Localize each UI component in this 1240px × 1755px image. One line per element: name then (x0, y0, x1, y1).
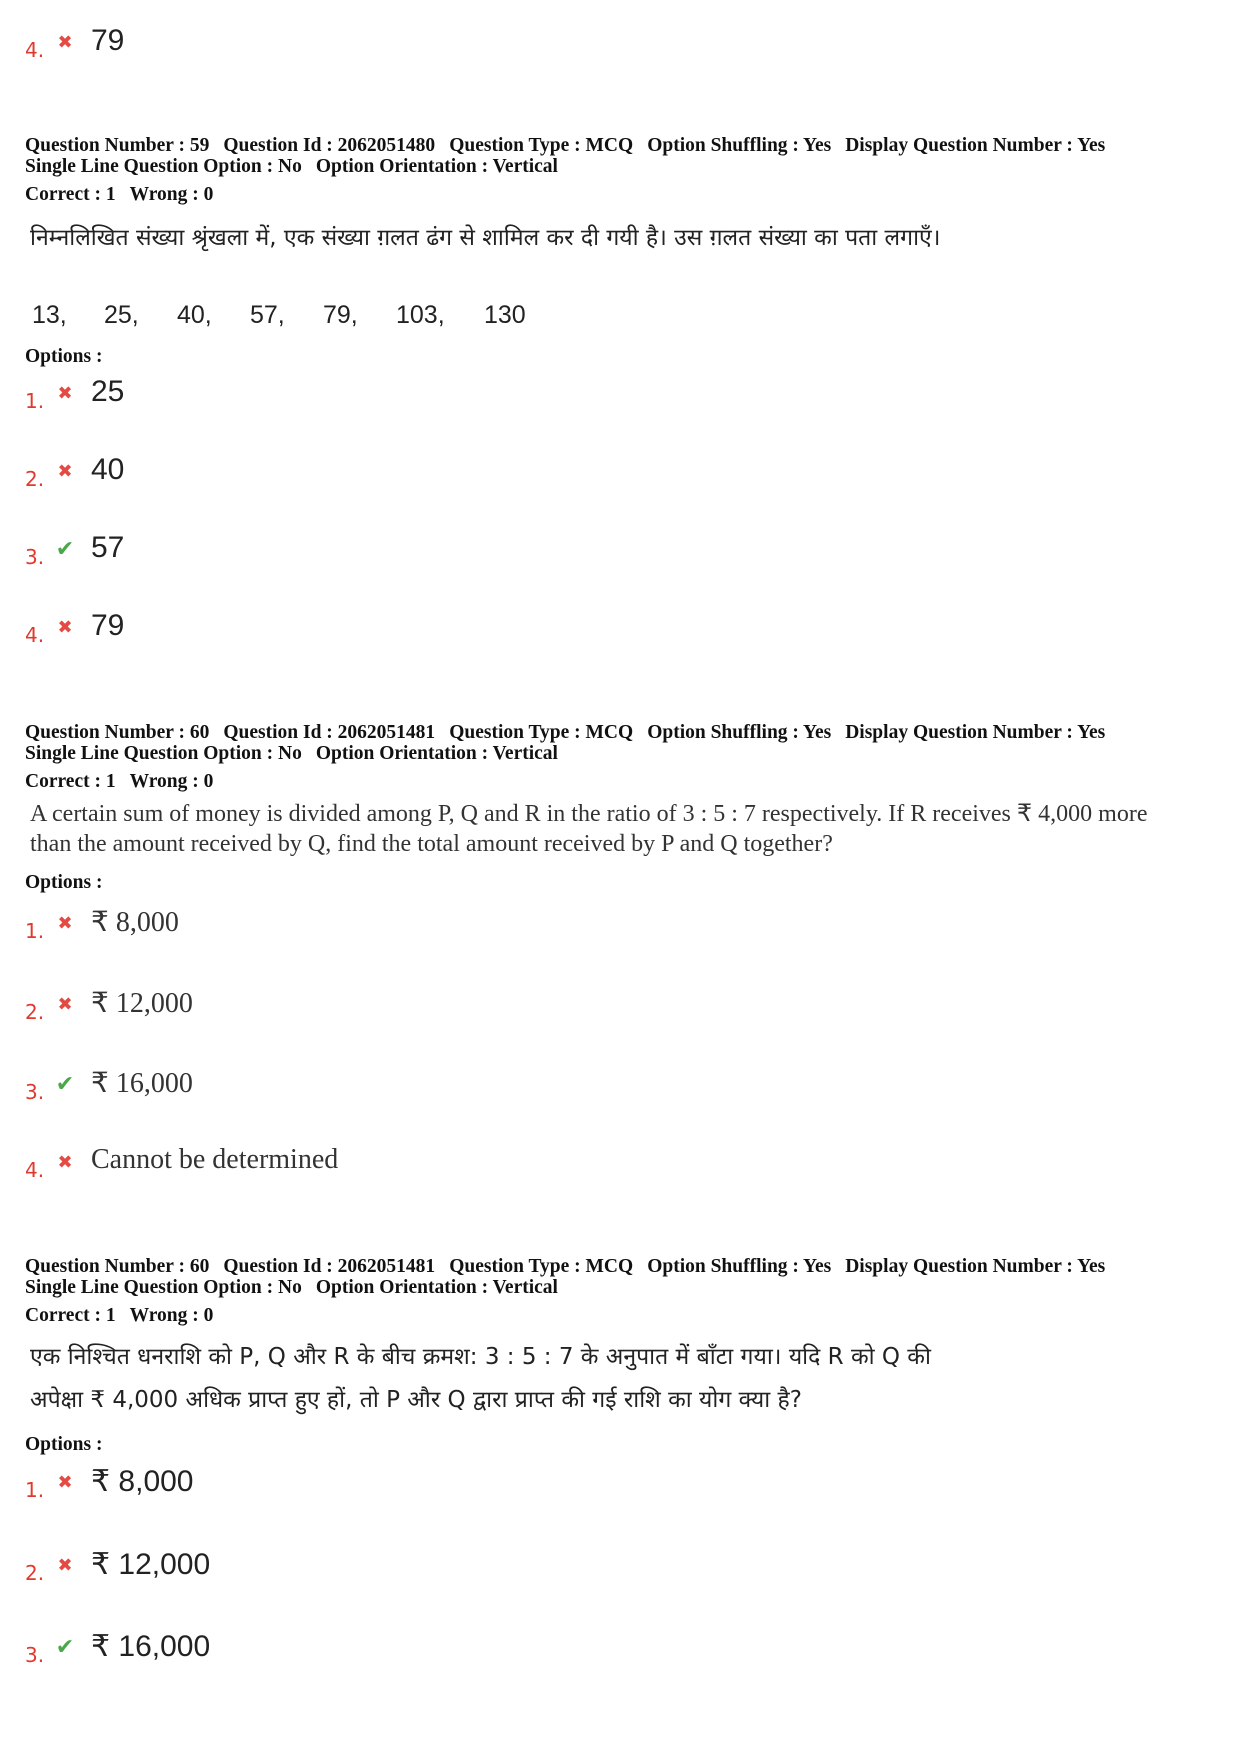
check-icon: ✔ (55, 537, 75, 562)
cross-icon: ✖ (57, 383, 73, 404)
option-value: ₹ 16,000 (91, 1068, 193, 1099)
option-number: 4. (25, 38, 45, 62)
question-meta-line1: Question Number : 60 Question Id : 2062051481 Question Type : MCQ Option Shuffling : Yes Display Question Number : Yes (25, 1256, 1106, 1277)
option-number: 3. (25, 1643, 45, 1667)
option-value: ₹ 12,000 (91, 1548, 211, 1581)
option-number: 3. (25, 545, 45, 569)
option-value: ₹ 8,000 (91, 1465, 194, 1498)
question-meta-line1: Question Number : 60 Question Id : 2062051481 Question Type : MCQ Option Shuffling : Yes Display Question Number : Yes (25, 722, 1106, 743)
option-number: 1. (25, 1478, 45, 1502)
option-row (0, 984, 1200, 1028)
options-label: Options : (25, 1434, 103, 1455)
question-meta-line2: Single Line Question Option : No Option Orientation : Vertical (25, 1277, 558, 1298)
option-row (0, 1545, 1200, 1589)
cross-icon: ✖ (57, 617, 73, 638)
option-value: ₹ 16,000 (91, 1630, 211, 1663)
question-text: निम्नलिखित संख्या श्रृंखला में, एक संख्या ग़लत ढंग से शामिल कर दी गयी है। उस ग़लत संख्या का पता लगाएँ। (30, 225, 941, 251)
options-label: Options : (25, 346, 103, 367)
option-number: 2. (25, 1561, 45, 1585)
option-value: 40 (91, 453, 125, 486)
option-row (0, 903, 1200, 947)
option-row (0, 1142, 1200, 1186)
cross-icon: ✖ (57, 913, 73, 934)
cross-icon: ✖ (57, 1152, 73, 1173)
option-value: 25 (91, 375, 125, 408)
cross-icon: ✖ (57, 1555, 73, 1576)
option-number: 2. (25, 1000, 45, 1024)
option-number: 4. (25, 1158, 45, 1182)
question-meta-score: Correct : 1 Wrong : 0 (25, 771, 214, 792)
question-text: एक निश्चित धनराशि को P, Q और R के बीच क्रमश: 3 : 5 : 7 के अनुपात में बाँटा गया। यदि R को Q की अपेक्षा ₹ 4,000 अधिक प्राप्त हुए हों, तो P और Q द्वारा प्राप्त की गई राशि का योग क्या है? (30, 1344, 931, 1413)
question-meta-score: Correct : 1 Wrong : 0 (25, 184, 214, 205)
option-row (0, 1462, 1200, 1506)
question-meta-line2: Single Line Question Option : No Option Orientation : Vertical (25, 156, 558, 177)
option-row (0, 22, 1200, 66)
option-number: 3. (25, 1080, 45, 1104)
option-row (0, 1627, 1200, 1671)
option-value: 79 (91, 24, 125, 57)
check-icon: ✔ (55, 1072, 75, 1097)
option-number: 1. (25, 389, 45, 413)
option-row (0, 607, 1200, 651)
number-series: 13, 25, 40, 57, 79, 103, 130 (32, 301, 526, 329)
cross-icon: ✖ (57, 461, 73, 482)
check-icon: ✔ (55, 1635, 75, 1660)
option-row (0, 529, 1200, 573)
option-value: 79 (91, 609, 125, 642)
question-meta-score: Correct : 1 Wrong : 0 (25, 1305, 214, 1326)
cross-icon: ✖ (57, 1472, 73, 1493)
option-value: ₹ 8,000 (91, 907, 179, 938)
option-row (0, 373, 1200, 417)
option-value: Cannot be determined (91, 1144, 339, 1175)
options-label: Options : (25, 872, 103, 893)
question-meta-line1: Question Number : 59 Question Id : 2062051480 Question Type : MCQ Option Shuffling : Yes Display Question Number : Yes (25, 135, 1106, 156)
option-value: ₹ 12,000 (91, 988, 193, 1019)
question-text: A certain sum of money is divided among P, Q and R in the ratio of 3 : 5 : 7 respectively. If R receives ₹ 4,000 more than the amount received by Q, find the total amount received by P and Q together? (30, 801, 1148, 857)
option-number: 2. (25, 467, 45, 491)
option-row (0, 1064, 1200, 1108)
cross-icon: ✖ (57, 32, 73, 53)
option-number: 4. (25, 623, 45, 647)
option-number: 1. (25, 919, 45, 943)
cross-icon: ✖ (57, 994, 73, 1015)
option-value: 57 (91, 531, 125, 564)
option-row (0, 451, 1200, 495)
question-meta-line2: Single Line Question Option : No Option Orientation : Vertical (25, 743, 558, 764)
